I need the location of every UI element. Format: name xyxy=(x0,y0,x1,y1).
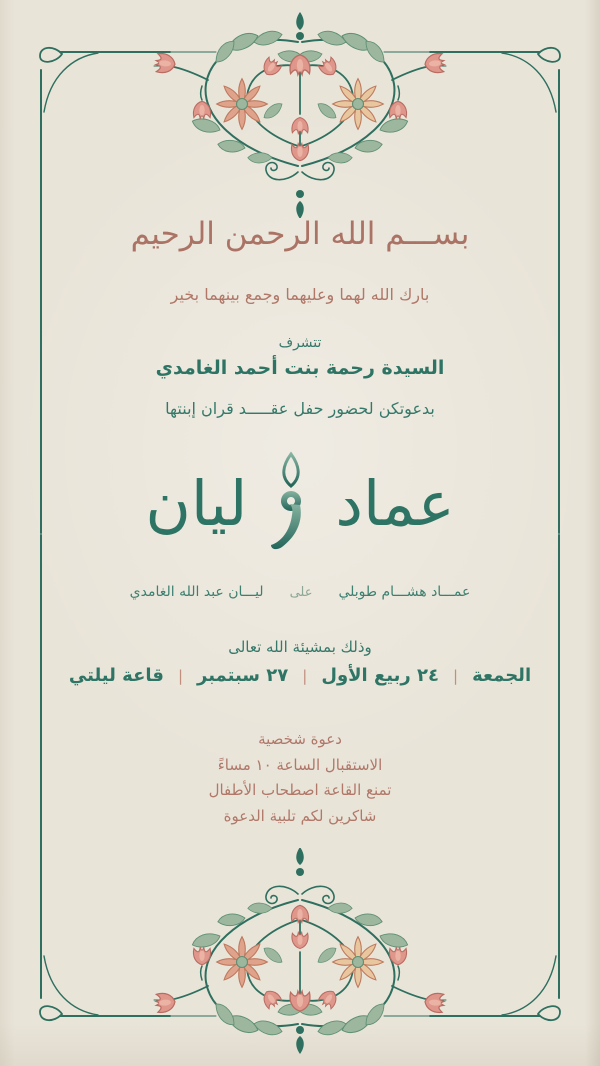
event-day: الجمعة xyxy=(472,665,532,686)
bride-name-large: ليان xyxy=(145,466,248,540)
bottom-floral-ornament xyxy=(150,848,450,1058)
separator: | xyxy=(302,666,308,685)
event-details-row xyxy=(0,665,600,686)
intro-honored: تتشرف xyxy=(278,335,322,351)
bismillah-calligraphy: بســـم الله الرحمن الرحيم xyxy=(130,216,470,252)
separator: | xyxy=(453,666,459,685)
note-line-no-children: تمنع القاعة اصطحاب الأطفال xyxy=(208,781,392,799)
invitation-line: بدعوتكن لحضور حفل عقـــــد قران إبنتها xyxy=(165,399,435,418)
separator: | xyxy=(177,666,183,685)
event-venue: قاعة ليلتي xyxy=(68,665,164,686)
ornament-axis xyxy=(290,12,310,218)
bride-full-name: ليـــان عبد الله الغامدي xyxy=(129,584,264,600)
event-gregorian-date: ٢٧ سبتمبر xyxy=(197,665,289,686)
couple-full-names xyxy=(0,584,600,600)
on-word: على xyxy=(289,584,313,600)
host-name: السيدة رحمة بنت أحمد الغامدي xyxy=(155,357,445,379)
note-line-personal: دعوة شخصية xyxy=(258,730,342,748)
notes-block xyxy=(0,727,600,829)
groom-full-name: عمـــاد هشـــام طوبلي xyxy=(338,584,471,600)
event-hijri-date: ٢٤ ربيع الأول xyxy=(321,665,439,686)
couple-names-large xyxy=(0,442,600,564)
groom-name-large: عماد xyxy=(335,466,455,540)
divine-will-line: وذلك بمشيئة الله تعالى xyxy=(228,638,372,656)
note-line-thanks: شاكرين لكم تلبية الدعوة xyxy=(223,806,377,825)
decorative-waw-icon xyxy=(269,450,313,556)
top-floral-ornament xyxy=(150,8,450,218)
note-line-reception-time: الاستقبال الساعة ١٠ مساءً xyxy=(217,755,383,774)
blessing-line: بارك الله لهما وعليهما وجمع بينهما بخير xyxy=(170,285,430,304)
